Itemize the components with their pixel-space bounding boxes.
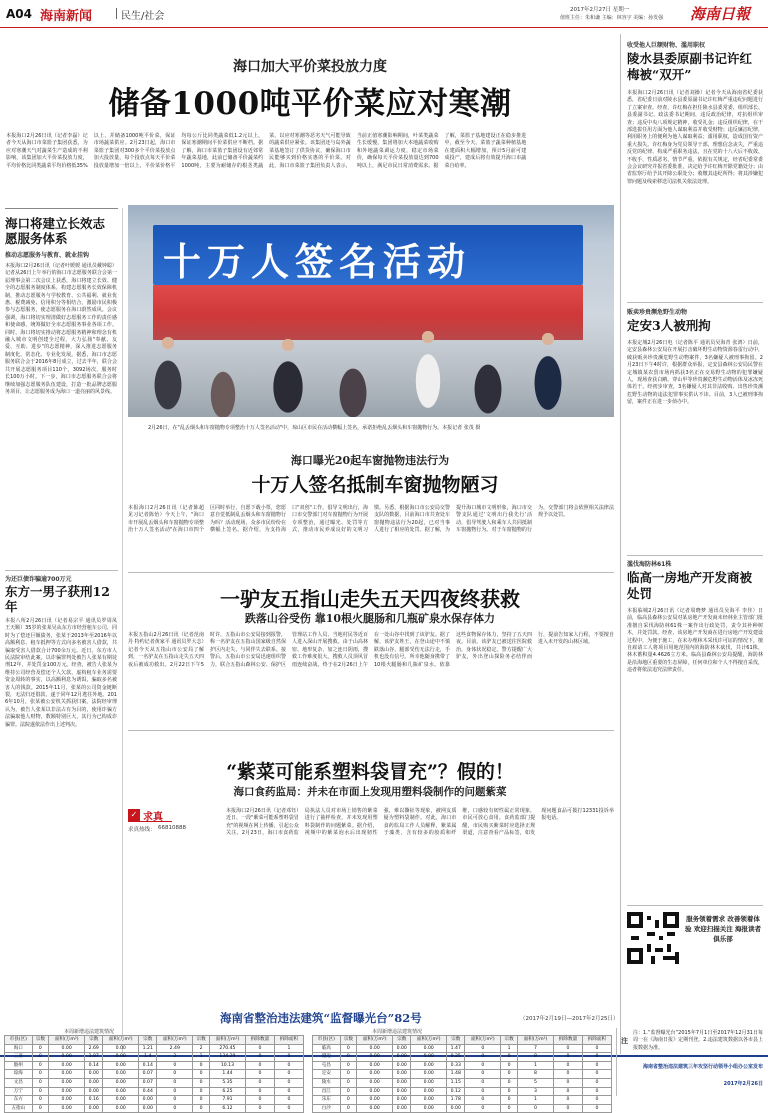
right-table-cell: 0.00: [393, 1044, 411, 1053]
left-header-cell: 宗数: [85, 1036, 103, 1045]
right-table-cell: 0: [465, 1070, 501, 1079]
left-table-cell: 0: [157, 1096, 193, 1105]
right-header-cell: 拆除面积: [582, 1036, 611, 1045]
right-table-cell: 0: [582, 1104, 611, 1113]
qiuzhen-icon: ✓: [128, 809, 140, 821]
right-table-cell: 0: [582, 1070, 611, 1079]
right-rule-3: [627, 555, 763, 556]
left-top-title: 海口将建立长效志愿服务体系: [5, 216, 106, 246]
left-table-cell: 2: [193, 1044, 210, 1053]
right-title-1: 陵水县委原副书记许红梅被“双开”: [627, 51, 753, 82]
right-table-row: [313, 1078, 612, 1087]
right-table-cell: 0.00: [447, 1104, 465, 1113]
right-table-cell: 白沙: [313, 1104, 341, 1113]
photo-story-subtitle: 海口曝光20起车窗抛物违法行为: [290, 454, 450, 467]
right-table-cell: 0: [582, 1053, 611, 1062]
right-table-cell: 0.00: [357, 1078, 393, 1087]
right-table-row: [313, 1096, 612, 1105]
left-table-cell: 0: [157, 1070, 193, 1079]
left-table-cell: 0: [193, 1096, 210, 1105]
left-table-cell: 海口: [5, 1044, 33, 1053]
section-divider: [116, 8, 117, 19]
left-column-rule: [122, 208, 123, 1053]
left-header-cell: 拆除面积: [274, 1036, 303, 1045]
left-table-cell: 0.14: [139, 1061, 157, 1070]
right-table-cell: 0: [501, 1087, 518, 1096]
right-kicker-3: 滥伐海防林61株: [627, 561, 672, 568]
right-header-cell: 拆除数量: [554, 1036, 583, 1045]
left-table-cell: 7.91: [209, 1096, 245, 1105]
right-table-cell: 0: [501, 1096, 518, 1105]
signature-photo: [128, 205, 614, 417]
right-table-cell: 0: [465, 1078, 501, 1087]
right-table-cell: 7: [517, 1044, 553, 1053]
qiuzhen-box: [128, 808, 220, 883]
left-table-cell: 1: [274, 1044, 303, 1053]
right-table-cell: 0: [554, 1044, 583, 1053]
left-mid-rule: [5, 570, 118, 571]
left-table-cell: 三亚: [5, 1053, 33, 1062]
photo-crowd: [128, 315, 614, 417]
left-table-cell: 万宁: [5, 1087, 33, 1096]
right-table-cell: 0: [340, 1096, 357, 1105]
right-table-cell: 0.00: [357, 1070, 393, 1079]
left-table-cell: 1.4: [139, 1053, 157, 1062]
editors-line: 值班主任：朱和谦 主编：林容宇 美编：孙发强: [560, 15, 664, 21]
left-header-cell: 宗数: [32, 1036, 49, 1045]
right-header-cell: 面积(万m²): [411, 1036, 447, 1045]
left-table-cell: 0: [193, 1061, 210, 1070]
photo-story-body: 本报海口2月26日讯（记者陈超 见习记者陈怡）今天上午，"海口市开展乱丢烟头和车窗抛物专项整治十万人签名活动"在海口市四个区同时举行，自愿下载小票，您愿意自觉抵制乱丢烟头和车窗抛物行为吗？活动现场，众多市民纷纷在横幅上签名。据介绍，为支持海口"双创"工作，倡导文明出行，海口市交警部门对车窗抛物行为开展专项整治，通过曝光、处罚等方式，推动市民养成良好的文明习惯。另悉，根据海口市公安局交警支队的数据，目前海口市共查处车窗抛物违法行为20起，已对当事人进行了相应的处罚。据了解，为提升海口城市文明形象，海口市交警支队通过'文明出行我先行'活动，倡导驾驶人和乘车人共同抵制车窗抛物行为。对于车窗抛物的行为，交警部门将会依照相关法律法规予以处罚。: [128, 505, 614, 534]
left-table-row: [5, 1104, 304, 1113]
right-table-cell: 0.00: [357, 1104, 393, 1113]
left-table-cell: 五指山: [5, 1104, 33, 1113]
bottom-note-box: [616, 1028, 766, 1096]
left-table-cell: 0.00: [139, 1096, 157, 1105]
left-table-cell: 0: [246, 1087, 275, 1096]
lead-body: 本报海口2月26日讯（记者李磊）记者今天从海口市菜篮子集团获悉，为应对寒潮天气对蔬菜生产造成的不利影响，该集团加大平价菜投放力度，平均价格比同类蔬菜平均价格低35%以上，并储备1000吨平价菜，保证市场蔬菜供应。2月23日起，海口市菜篮子集团对300多个平价菜投放点加大投放量，每个投放点每天平价菜投放量增加一倍以上，平价菜价格平均每公斤比同类蔬菜低1.2元以上，保证寒潮期间平价菜供应不断档。据了解，海口市菜篮子集团设有近郊常年蔬菜基地，此前已储备平价蔬菜约1000吨，主要为耐储存的根茎类蔬菜，以应对寒潮等恶劣天气可能导致的蔬菜供应紧张。该集团还与岛外蔬菜基地签订了供货协议，确保海口市民能够买到价格实惠的平价菜。对此，海口市菜篮子集团负责人表示，当前正值寒潮影响期间，叶菜类蔬菜生长缓慢，集团将加大本地蔬菜收购和外地蔬菜调运力度，稳定市场菜价，确保每天平价菜投放量达到700吨以上，满足市民日常消费需求。据了解，菜篮子基地建设正在稳步推进中，截至今天，菜篮子蔬菜种植基地在建面积大幅增加，预计5月前可建成投产，建成后将有效提升海口市蔬菜自给率。: [6, 133, 527, 169]
left-table-cell: 0.00: [103, 1078, 139, 1087]
left-header-cell: 宗数: [139, 1036, 157, 1045]
left-table-cell: 0.00: [103, 1061, 139, 1070]
right-table-cell: 0: [340, 1104, 357, 1113]
left-table-cell: 0: [246, 1078, 275, 1087]
data-table-right: [312, 1035, 612, 1113]
left-table-cell: 0.07: [139, 1070, 157, 1079]
right-table-cell: 0: [465, 1104, 501, 1113]
right-table-cell: 定安: [313, 1070, 341, 1079]
right-table-cell: 0: [517, 1104, 553, 1113]
donkey-body: 本报五指山2月26日讯（记者范南丹 特约记者黄家平 通讯员罗大志）记者今天从五指山市公安局了解到，一名驴友在五指山走失五天四夜后被成功救出。2月22日下午5时许，五指山市公安局接到报警，称一名驴友在五指山国家级自然保护区内走失，与同伴失去联系。接警后，五指山市公安局迅速组织警力，联合五指山森林公安、保护区管理站工作人员、当地村民等近百人进入深山开展搜救。由于山高林密、地形复杂，加之连日阴雨，搜救工作难度很大。搜救人员顶风冒雨连续奋战，终于在2月26日上午在一处山谷中找到了该驴友。据了解，该驴友姓王，在登山途中不慎跌落山谷，腿部受伤无法行走，手机也没有信号。所幸他随身携带了10根火腿肠和几瓶矿泉水，依靠这些食物保存体力，坚持了五天四夜。目前，该驴友已被送往医院救治，身体状况稳定。警方提醒广大驴友，外出登山探险务必结伴而行，提前告知家人行程，不要擅自进入未开发的山林区域。: [128, 632, 614, 668]
right-table-cell: 8: [517, 1053, 553, 1062]
right-table-row: [313, 1053, 612, 1062]
left-table-cell: 0.00: [49, 1078, 85, 1087]
right-table-cell: 0: [554, 1070, 583, 1079]
left-mid-kicker: 为还巨债诈骗逾700万元: [5, 576, 72, 583]
left-table-cell: 0: [32, 1078, 49, 1087]
right-table-cell: 8: [517, 1070, 553, 1079]
right-table-cell: 0: [582, 1087, 611, 1096]
qiuzhen-hotline-label: 求真热线：: [128, 827, 156, 833]
left-table-cell: 0: [246, 1044, 275, 1053]
subsection-title: 民生/社会: [121, 11, 165, 22]
right-table-cell: 0.00: [393, 1070, 411, 1079]
left-header-cell: 面积(万m²): [209, 1036, 245, 1045]
donkey-rule: [128, 572, 614, 573]
left-table-cell: 0: [32, 1061, 49, 1070]
left-table-cell: 0: [274, 1087, 303, 1096]
left-table-cell: 0: [32, 1070, 49, 1079]
right-table-cell: 0.00: [357, 1044, 393, 1053]
issue-date: 2017年2月27日 星期一: [570, 7, 630, 13]
right-table-cell: 0: [554, 1096, 583, 1105]
left-table-cell: 琼海: [5, 1070, 33, 1079]
left-table-cell: 6.12: [209, 1104, 245, 1113]
right-body-2: 本报定城2月26日电（记者陈平 通讯员吴海青 张鸿）日前，定安县森林公安局在开展打击破坏野生动物资源春雷行动中，破获贩卖珍贵濒危野生动物案件，3名嫌疑人被刑事拘留。2月23日下午4时许，根据群众举报，定安县森林公安局民警在定城镇某农贸市场内抓获3名正在交易野生动物的犯罪嫌疑人，现场查获白鹇、穿山甲等珍贵濒危野生动物活体及冰冻死体若干。经初步审查，3名嫌疑人对其非法收购、出售珍贵濒危野生动物的违法犯罪事实供认不讳。目前，3人已被刑事拘留，案件正在进一步侦办中。: [627, 340, 763, 406]
right-table-cell: 0.00: [393, 1053, 411, 1062]
left-header-cell: 面积(万m²): [49, 1036, 85, 1045]
left-table-cell: 0: [274, 1104, 303, 1113]
left-table-cell: 0.00: [103, 1053, 139, 1062]
right-table-cell: 0: [554, 1061, 583, 1070]
left-table-cell: 0: [246, 1096, 275, 1105]
right-table-cell: 乐东: [313, 1096, 341, 1105]
right-header-cell: 面积(万m²): [357, 1036, 393, 1045]
right-table-cell: 0: [465, 1044, 501, 1053]
left-table-cell: 0.00: [85, 1104, 103, 1113]
left-mid-title: 东方一男子获刑12年: [5, 584, 110, 614]
left-top-rule: [5, 208, 118, 209]
right-table-cell: 0: [582, 1061, 611, 1070]
right-table-cell: 0: [465, 1096, 501, 1105]
right-table-cell: 0: [465, 1053, 501, 1062]
right-table-cell: 临高: [313, 1044, 341, 1053]
right-table-cell: 1.78: [447, 1096, 465, 1105]
right-table-cell: 0: [465, 1061, 501, 1070]
right-table-cell: 0.00: [357, 1087, 393, 1096]
right-table-cell: 0.00: [393, 1078, 411, 1087]
note-label: 注: [621, 1037, 628, 1045]
right-header-cell: 宗数: [393, 1036, 411, 1045]
qiuzhen-label-box: [128, 808, 172, 822]
left-table-cell: 0.00: [103, 1096, 139, 1105]
left-table-cell: 0.00: [49, 1061, 85, 1070]
left-table-cell: 0: [246, 1053, 275, 1062]
left-table-cell: 0.00: [49, 1087, 85, 1096]
right-table-cell: 0.00: [393, 1096, 411, 1105]
right-table-cell: 0.00: [393, 1104, 411, 1113]
right-table-cell: 澄迈: [313, 1053, 341, 1062]
left-table-cell: 270.45: [209, 1044, 245, 1053]
left-table-cell: 0.00: [85, 1087, 103, 1096]
right-table-cell: 0.00: [411, 1104, 447, 1113]
right-table-cell: 0: [340, 1078, 357, 1087]
right-header-cell: 面积(万m²): [465, 1036, 501, 1045]
left-table-cell: 东方: [5, 1096, 33, 1105]
right-table-cell: 0: [554, 1053, 583, 1062]
left-table-cell: 134.29: [209, 1053, 245, 1062]
left-table-cell: 0.00: [49, 1070, 85, 1079]
right-table-cell: 0: [340, 1070, 357, 1079]
qr-caption: 服务领着需求 改善领着体验 欢迎扫描关注 海报读者俱乐部: [684, 915, 762, 943]
qiuzhen-label: 求真: [143, 812, 163, 823]
right-header-cell: 宗数: [447, 1036, 465, 1045]
left-table-cell: 0: [193, 1087, 210, 1096]
left-table-cell: 0: [32, 1096, 49, 1105]
left-table-cell: 0: [193, 1070, 210, 1079]
left-table-cell: 0: [274, 1096, 303, 1105]
left-table-cell: 2.69: [85, 1044, 103, 1053]
right-table-cell: 陵水: [313, 1078, 341, 1087]
right-table-row: [313, 1061, 612, 1070]
left-table-cell: 10.13: [209, 1061, 245, 1070]
right-title-3: 临高一房地产开发商被处罚: [627, 570, 753, 601]
photo-story-title: 十万人签名抵制车窗抛物陋习: [251, 474, 499, 496]
right-table-cell: 0: [501, 1078, 518, 1087]
right-table-cell: 0: [340, 1044, 357, 1053]
right-title-2: 定安3人被刑拘: [627, 318, 711, 333]
left-table-cell: 0: [32, 1044, 49, 1053]
paper-logo: 海南日報: [690, 5, 751, 23]
right-table-cell: 0.00: [411, 1053, 447, 1062]
left-table-cell: 0.44: [139, 1087, 157, 1096]
left-table-row: [5, 1053, 304, 1062]
right-column-rule: [620, 34, 621, 1054]
right-table-cell: 3: [517, 1087, 553, 1096]
note-date: 2017年2月26日: [723, 1081, 763, 1087]
right-table-cell: 0: [501, 1061, 518, 1070]
bottom-period: （2017年2月19日—2017年2月25日）: [520, 1016, 619, 1022]
right-table-row: [313, 1044, 612, 1053]
left-header-cell: 市县(区): [5, 1036, 33, 1045]
left-table-cell: 0: [157, 1104, 193, 1113]
left-table-cell: 1.21: [139, 1044, 157, 1053]
right-rule-2: [627, 302, 763, 303]
right-table-cell: 0: [582, 1044, 611, 1053]
note-text: 注：1.“监督曝光台”2015年7月1日至2017年12月31日每周一在《海南日报》定期刊登。2.违法建筑数据以各市县上报数据为准。: [633, 1030, 763, 1051]
left-table-cell: 儋州: [5, 1061, 33, 1070]
qiuzhen-hotline: 66810888: [158, 825, 186, 831]
photo-caption: 2月26日，在"乱丢烟头和车窗抛物专项整治十万人签名活动"中，琼山区市民在活动横幅上签名，承诺拒绝乱丢烟头和车窗抛物行为。本报记者 张茂 摄: [148, 425, 481, 431]
section-title: 海南新闻: [40, 9, 93, 24]
left-table-cell: 5.35: [209, 1078, 245, 1087]
right-table-cell: 0: [554, 1087, 583, 1096]
left-table-cell: 文昌: [5, 1078, 33, 1087]
right-body-1: 本报海口2月26日讯（记者刘操）记者今天从海南省纪委获悉，省纪委日前对陵水县委原副书记许红梅严重违纪问题进行了立案审查。经查，许红梅在担任陵水县委常委、组织部长、县委副书记、政法委书记期间，违反政治纪律，对抗组织审查；违反中央八项规定精神，收受礼金；违反组织纪律，在干部选拔任用方面为他人谋取利益并收受财物；违反廉洁纪律，利用职务上的便利为他人谋取利益；滥用职权，造成国有资产重大损失。许红梅身为党员领导干部，理想信念丧失，严重违反党的纪律，构成严重职务违法，且在党的十八大后不收敛、不收手，性质恶劣，情节严重。依据有关规定，经省纪委常委会会议研究并报省委批准，决定给予许红梅开除党籍处分；由省监察厅给予其开除公职处分；收缴其违纪所得；将其涉嫌犯罪问题及线索移送司法机关依法处理。: [627, 90, 763, 185]
right-table-cell: 1.15: [447, 1078, 465, 1087]
bottom-title: 海南省整治违法建筑“监督曝光台”82号: [220, 1011, 422, 1025]
plastic-deck: 海口食药监局：并未在市面上发现用塑料袋制作的问题紫菜: [233, 786, 507, 798]
right-table-cell: 0.00: [393, 1061, 411, 1070]
right-table-cell: 昌江: [313, 1087, 341, 1096]
right-table-cell: 0.00: [411, 1096, 447, 1105]
plastic-title: “紫菜可能系塑料袋冒充”？假的！: [226, 761, 514, 783]
left-table-cell: 0: [246, 1104, 275, 1113]
right-table-cell: 0.00: [357, 1053, 393, 1062]
left-table-cell: 0.14: [85, 1061, 103, 1070]
left-mid-body: 本报八所2月26日讯（记者易宗平 通讯员罗周凤 王天顺）35岁的张某吴从东方市经营租车公司，同时为了偿还巨额债务，张某于2013年至2016年以高额利息、租车抵押等方式向多名被害人借款，共骗取受害人借款合计700余万元。近日，东方市人民法院审结此案，以诈骗罪判处被告人张某有期徒刑12年，并处罚金100万元。经查，被告人张某为维持公司经营及偿还个人欠款，虚构租车业务需要资金周转的事实，以高额利息为诱饵，骗取多名被害人的钱款。2015年11月，张某的公司资金链断裂，无法归还借款，遂于同年12月逃往外地。2016年10月，张某被公安机关抓获归案。法院经审理认为，被告人张某以非法占有为目的，使用诈骗方法骗取他人财物，数额特别巨大，其行为已构成诈骗罪。法院遂依法作出上述判决。: [5, 618, 117, 728]
left-table-row: [5, 1044, 304, 1053]
right-table-cell: 0: [340, 1061, 357, 1070]
photo-banner-text: 十万人签名活动: [163, 239, 472, 284]
right-table-row: [313, 1104, 612, 1113]
page-number: A04: [6, 7, 32, 21]
right-table-cell: 0.00: [357, 1061, 393, 1070]
left-header-cell: 面积(万m²): [157, 1036, 193, 1045]
qr-code-icon[interactable]: [627, 912, 679, 964]
right-table-cell: 1: [517, 1061, 553, 1070]
right-table-cell: 0.00: [357, 1096, 393, 1105]
right-table-cell: 0.00: [411, 1044, 447, 1053]
right-kicker-2: 贩卖珍贵濒危野生动物: [627, 309, 688, 316]
plastic-body: 本报海口2月26日讯（记者邓钰）近日，一段"紫菜可能系塑料袋冒充"的视频在网上传播，引起公众关注。2月23日，海口市食药监局执法人员对市场上销售的紫菜进行了抽样检查，并未发现用塑料袋制作的问题紫菜。据介绍，视频中的紫菜泡水后出现韧性强、难以撕扯等现象，被网友质疑为塑料袋制作。对此，海口市食药监局工作人员解释，紫菜属于藻类，含有较多的胶质和纤维，口感较有韧性属正常现象，市民可放心食用。食药监部门提醒，市民购买紫菜时应选择正规渠道，注意查看产品标签，如发现问题食品可拨打12331投诉举报电话。: [226, 808, 614, 837]
photo-banner: [153, 225, 583, 285]
left-table-cell: 0.00: [49, 1104, 85, 1113]
right-table-cell: 1.48: [447, 1070, 465, 1079]
left-header-cell: 拆除数量: [246, 1036, 275, 1045]
left-table-row: [5, 1078, 304, 1087]
left-table-cell: 0: [274, 1078, 303, 1087]
right-table-row: [313, 1087, 612, 1096]
left-table-cell: 0.00: [103, 1087, 139, 1096]
left-table-row: [5, 1061, 304, 1070]
right-header-cell: 面积(万m²): [517, 1036, 553, 1045]
right-table-cell: 0: [340, 1087, 357, 1096]
left-table-cell: 0: [157, 1078, 193, 1087]
left-table-cell: 0.00: [49, 1053, 85, 1062]
right-table-cell: 0: [465, 1087, 501, 1096]
right-kicker-1: 收受他人巨额财物、滥用职权: [627, 42, 706, 49]
left-table-cell: 0.00: [103, 1070, 139, 1079]
right-header-cell: 宗数: [340, 1036, 357, 1045]
right-table-cell: 0: [554, 1104, 583, 1113]
masthead: [0, 0, 768, 28]
left-table-cell: 0: [274, 1061, 303, 1070]
right-header-cell: 宗数: [501, 1036, 518, 1045]
left-table-cell: 0: [246, 1070, 275, 1079]
left-table-cell: 0.00: [103, 1104, 139, 1113]
right-table-cell: 1.47: [447, 1044, 465, 1053]
left-table-cell: 6.25: [209, 1087, 245, 1096]
right-table-cell: 5: [517, 1078, 553, 1087]
donkey-deck: 跌落山谷受伤 靠10根火腿肠和几瓶矿泉水保存体力: [244, 612, 496, 625]
right-table-cell: 0.00: [411, 1061, 447, 1070]
left-header-cell: 面积(万m²): [103, 1036, 139, 1045]
left-table-cell: 0: [274, 1053, 303, 1062]
table-right-title: 本周新增违法建筑情况: [372, 1029, 423, 1035]
right-table-cell: 0: [554, 1078, 583, 1087]
right-table-cell: 0: [501, 1053, 518, 1062]
left-table-cell: 0.00: [49, 1096, 85, 1105]
left-table-cell: 0.00: [85, 1070, 103, 1079]
left-table-cell: 0.16: [85, 1096, 103, 1105]
left-header-cell: 宗数: [193, 1036, 210, 1045]
lead-subtitle: 海口加大平价菜投放力度: [233, 59, 387, 75]
left-table-cell: 0: [32, 1087, 49, 1096]
right-table-cell: 0: [501, 1104, 518, 1113]
left-table-row: [5, 1096, 304, 1105]
right-table-cell: 0.00: [411, 1070, 447, 1079]
left-table-cell: 0.00: [139, 1104, 157, 1113]
left-table-cell: 0: [246, 1061, 275, 1070]
table-left-title: 本周新增违法建筑情况: [64, 1029, 115, 1035]
data-table-left: [4, 1035, 304, 1113]
right-table-cell: 0.00: [411, 1078, 447, 1087]
right-table-cell: 0.00: [393, 1087, 411, 1096]
left-table-cell: 0: [157, 1061, 193, 1070]
left-table-row: [5, 1070, 304, 1079]
right-table-cell: 0.12: [447, 1087, 465, 1096]
right-table-row: [313, 1070, 612, 1079]
left-top-body: 本报海口2月26日讯（记者叶媛媛 通讯员戴钟聪）记者从26日上午举行的海口市志愿服务联合会第一届理事会第二次会议上获悉，海口将建立长效、健全的志愿服务制度体系，构建志愿服务长效保障机制，推动志愿服务与学校教育、公共福利、就业优惠、税费减免、信用积分等相结合，激励市民积极参与志愿服务，使志愿服务在海口蔚然成风。会议强调，海口将切实理清做好志愿服务工作的责任感和使命感，统筹做好全市志愿服务事业各项工作。同时，海口将切实推动将志愿服务精神和理念有机融入城市文明创建全过程，大力弘扬"奉献、友爱、互助、进步"的志愿精神，深入推进志愿服务制度化、常态化、专业化发展。据悉，海口市志愿服务联合会于2016年8月成立，过去半年，联合会共开展志愿服务项目110个，3092场次，服务时长100万小时。下一步，海口市志愿服务联合会将继续加强志愿服务队伍建设，打造一批品牌志愿服务项目，让志愿服务成为海口一道亮丽的风景线。: [5, 263, 117, 395]
left-table-cell: 0: [274, 1070, 303, 1079]
left-table-cell: 0.00: [49, 1044, 85, 1053]
donkey-title: 一驴友五指山走失五天四夜终获救: [220, 587, 520, 611]
left-table-cell: 0: [157, 1087, 193, 1096]
left-table-cell: 1.44: [209, 1070, 245, 1079]
left-table-cell: 1.07: [85, 1053, 103, 1062]
right-table-cell: 1: [517, 1096, 553, 1105]
right-table-cell: 屯昌: [313, 1061, 341, 1070]
lead-title: 储备1000吨平价菜应对寒潮: [108, 86, 512, 122]
right-table-cell: 0: [582, 1078, 611, 1087]
right-table-cell: 0.25: [447, 1053, 465, 1062]
left-table-cell: 2.49: [157, 1044, 193, 1053]
bottom-table-left: [4, 1028, 304, 1111]
left-table-cell: 0.00: [85, 1078, 103, 1087]
right-table-cell: 1: [501, 1044, 518, 1053]
left-table-row: [5, 1087, 304, 1096]
right-table-cell: 0: [340, 1053, 357, 1062]
right-table-cell: 0.00: [411, 1087, 447, 1096]
left-table-cell: 0.07: [139, 1078, 157, 1087]
left-table-cell: 1: [193, 1053, 210, 1062]
note-issuer: 海南省整治违法建筑三年攻坚行动领导小组办公室发布: [642, 1064, 763, 1070]
right-table-cell: 0.33: [447, 1061, 465, 1070]
left-table-cell: 0: [193, 1078, 210, 1087]
left-table-cell: 0: [32, 1104, 49, 1113]
left-table-cell: 0.00: [103, 1044, 139, 1053]
left-table-cell: 0: [32, 1053, 49, 1062]
bottom-table-right: [312, 1028, 612, 1111]
left-table-cell: 0: [193, 1104, 210, 1113]
left-top-deck: 推动志愿服务与教育、就业挂钩: [5, 252, 90, 259]
left-table-cell: 2: [157, 1053, 193, 1062]
qr-block: [627, 905, 763, 965]
right-body-3: 本报临城2月26日讯（记者周晓梦 通讯员吴海平 李佳）日前，临高县森林公安局对某房地产开发商未经林业主管部门批准擅自采伐海防林61株一案作出行政处罚，责令其补种树木，并处罚款。经查，该房地产开发商在进行房地产开发建设过程中，为便于施工，在未办理林木采伐许可证的情况下，擅自雇请工人将项目用地范围内的海防林木砍伐，共计61株，林木蓄积量4.4626立方米。临高县森林公安局提醒，海防林是沿海地区重要的生态屏障，任何单位和个人不得擅自采伐，违者将依法追究法律责任。: [627, 608, 763, 674]
right-header-cell: 市县(区): [313, 1036, 341, 1045]
plastic-rule: [128, 730, 614, 731]
right-table-cell: 0: [582, 1096, 611, 1105]
right-table-cell: 0: [501, 1070, 518, 1079]
